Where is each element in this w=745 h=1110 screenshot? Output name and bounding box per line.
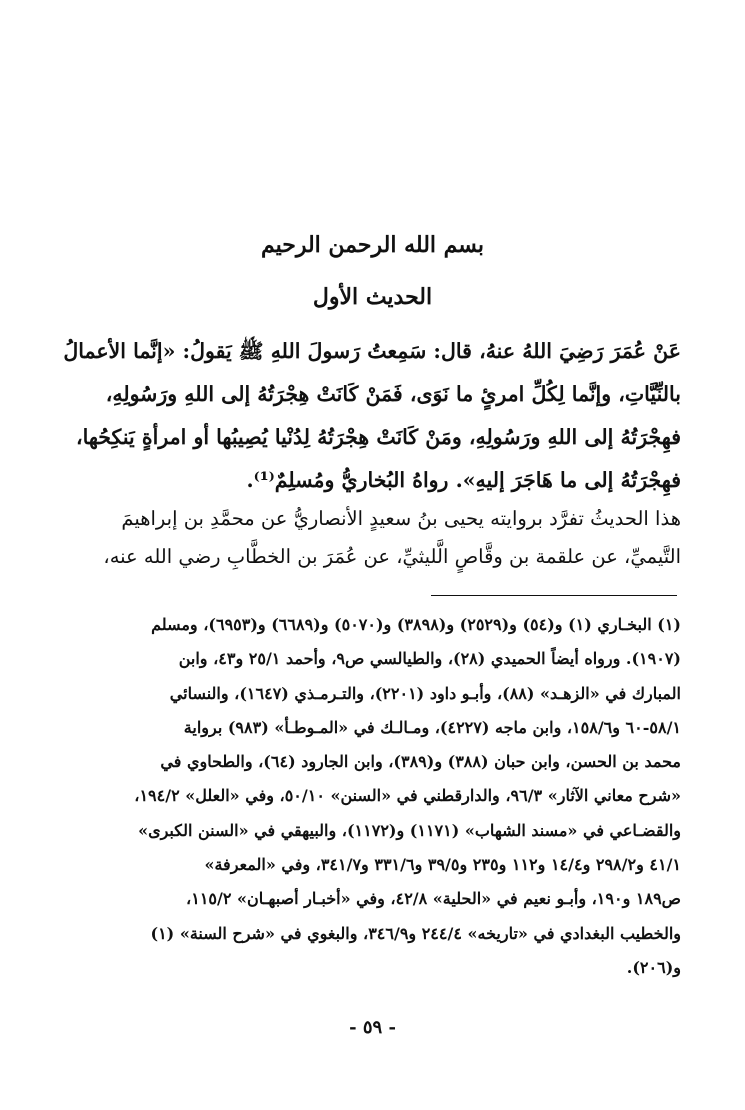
hadith-line: فهِجْرَتُهُ إلى ما هَاجَرَ إليهِ». رواهُ البُخاريُّ ومُسلِمٌ⁽¹⁾.: [246, 468, 681, 492]
hadith-text: [61, 330, 681, 502]
footnote-line: (١٩٠٧). ورواه أيضاً الحميدي (٢٨)، والطيالسي ص٩، وأحمد ٢٥/١ و٤٣، وابن: [178, 649, 681, 669]
footnote-line: (١) البخـاري (١) و(٥٤) و(٢٥٢٩) و(٣٨٩٨) و(٥٠٧٠) و(٦٦٨٩) و(٦٩٥٣)، ومسلم: [151, 615, 681, 634]
footnote-line: و(٢٠٦).: [626, 957, 681, 977]
footnote-line: والقضـاعي في «مسند الشهاب» (١١٧١) و(١١٧٢)، والبيهقي في «السنن الكبرى»: [138, 820, 681, 840]
footnote-line: «شرح معاني الآثار» ٩٦/٣، والدارقطني في «السنن» ٥٠/١٠، وفي «العلل» ١٩٤/٢،: [134, 786, 681, 806]
hadith-line: بالنِّيَّاتِ، وإنَّما لِكُلِّ امرئٍ ما نَوَى، فَمَنْ كَانَتْ هِجْرَتُهُ إلى اللهِ ورَسُولِهِ،: [105, 382, 681, 406]
footnote-line: المبارك في «الزهـد» (٨٨)، وأبـو داود (٢٢٠١)، والتـرمـذي (١٦٤٧)، والنسائي: [169, 683, 681, 703]
hadith-line: فهِجْرَتُهُ إلى اللهِ ورَسُولِهِ، ومَنْ كَانَتْ هِجْرَتُهُ لِدُنْيا يُصِيبُها أو امرأةٍ يَنكِحُها،: [75, 425, 681, 449]
hadith-line: عَنْ عُمَرَ رَضِيَ اللهُ عنهُ، قال: سَمِعتُ رَسولَ اللهِ ﷺ يَقولُ: «إنَّما الأعمالُ: [63, 339, 681, 363]
footnote-line: والخطيب البغدادي في «تاريخه» ٢٤٤/٤ و٣٤٦/٩، والبغوي في «شرح السنة» (١): [150, 923, 681, 943]
hadith-title: الحديث الأول: [312, 284, 433, 310]
footnote-line: ٤١/١ و٢٩٨/٢ و١٤/٤ و١١٢ و٢٣٥ و٣٩/٥ و٣٣١/٦ و٣٤١/٧، وفي «المعرفة»: [204, 855, 681, 875]
commentary-line: هذا الحديثُ تفرَّد بروايته يحيى بنُ سعيدٍ الأنصاريُّ عن محمَّدِ بن إبراهيمَ: [121, 507, 681, 530]
footnote-line: ص١٨٩ و١٩٠، وأبـو نعيم في «الحلية» ٤٢/٨، وفي «أخبـار أصبهـان» ١١٥/٢،: [186, 889, 681, 909]
footnotes: [59, 608, 681, 985]
footnote-line: ٥٨/١-٦٠ و١٥٨/٦، وابن ماجه (٤٢٢٧)، ومـالـك في «المـوطـأ» (٩٨٣) برواية: [183, 717, 681, 737]
page-number: - ٥٩ -: [349, 1017, 396, 1038]
footnote-line: محمد بن الحسن، وابن حبان (٣٨٨) و(٣٨٩)، وابن الجارود (٦٤)، والطحاوي في: [160, 752, 681, 772]
commentary-line: التَّيميِّ، عن علقمة بن وقَّاصٍ الَّليثيِّ، عن عُمَرَ بن الخطَّابِ رضي الله عنه،: [103, 545, 681, 568]
basmala-heading: بسم الله الرحمن الرحيم: [260, 232, 485, 258]
footnote-divider: [431, 595, 677, 596]
commentary-text: [61, 500, 681, 576]
